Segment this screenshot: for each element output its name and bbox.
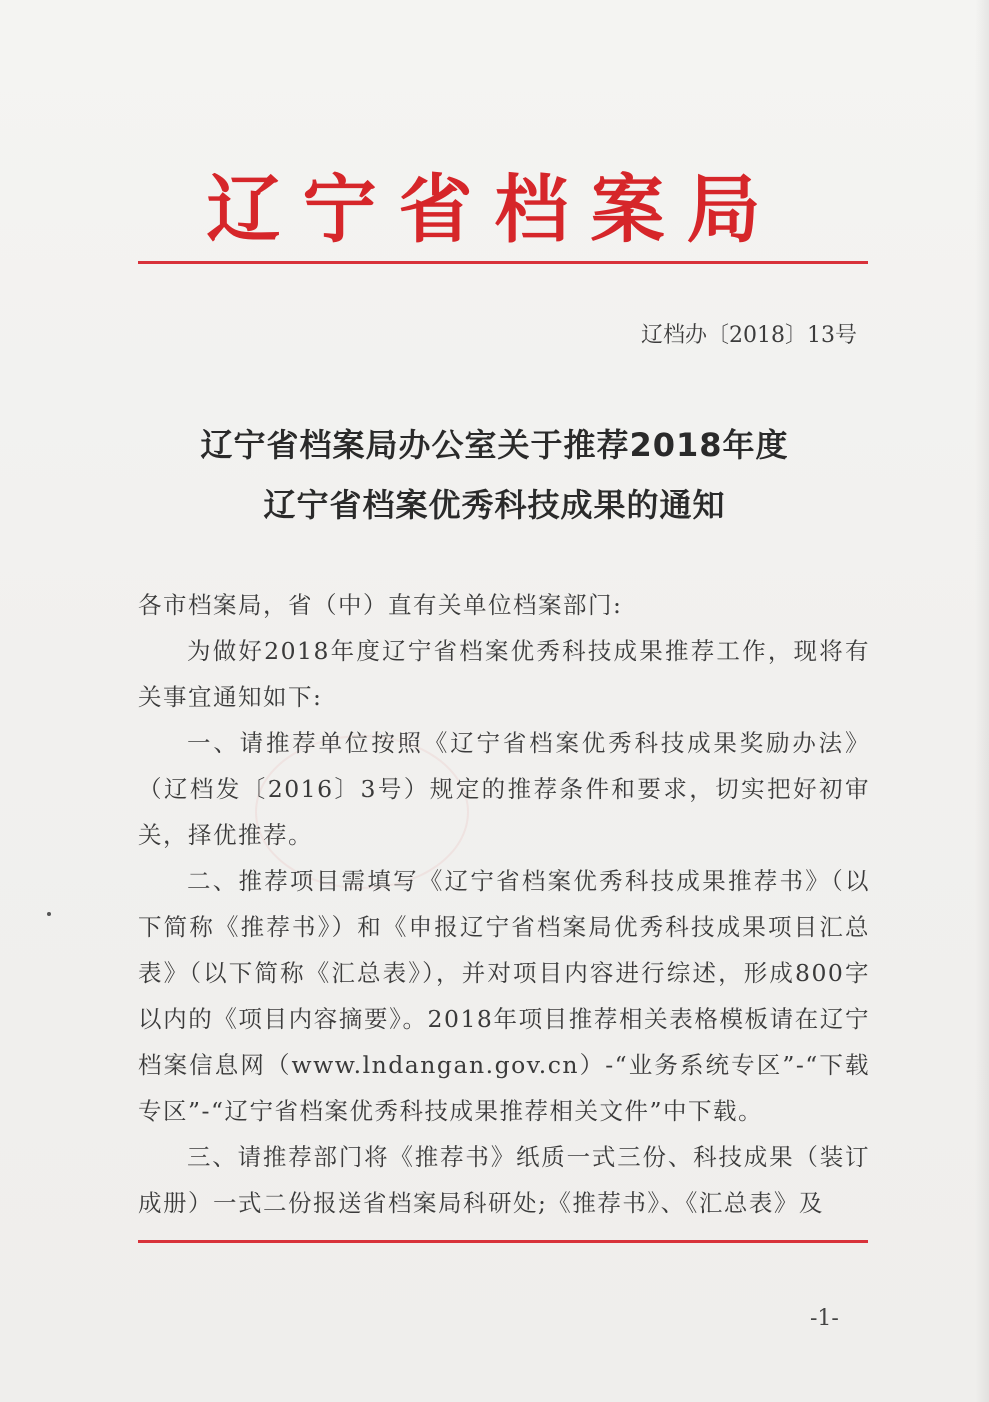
document-body — [138, 582, 870, 1226]
red-separator-bottom — [138, 1240, 868, 1243]
red-separator-top — [138, 261, 868, 264]
body-paragraph-2: 二、推荐项目需填写《辽宁省档案优秀科技成果推荐书》（以下简称《推荐书》）和《申报辽宁省档案局优秀科技成果项目汇总表》（以下简称《汇总表》），并对项目内容进行综述，形成800字以内的《项目内容摘要》。2018年项目推荐相关表格模板请在辽宁档案信息网（www.lndangan.gov.cn）-“业务系统专区”-“下载专区”-“辽宁省档案优秀科技成果推荐相关文件”中下载。 — [138, 867, 870, 1125]
document-title-line-2: 辽宁省档案优秀科技成果的通知 — [263, 486, 726, 524]
body-paragraph-1: 一、请推荐单位按照《辽宁省档案优秀科技成果奖励办法》（辽档发〔2016〕3号）规定的推荐条件和要求，切实把好初审关，择优推荐。 — [138, 729, 870, 849]
document-title-line-1: 辽宁省档案局办公室关于推荐2018年度 — [200, 426, 789, 464]
page-number: -1- — [810, 1306, 839, 1331]
document-number: 辽档办〔2018〕13号 — [641, 323, 857, 348]
body-paragraph-intro: 为做好2018年度辽宁省档案优秀科技成果推荐工作，现将有关事宜通知如下: — [138, 637, 870, 711]
body-paragraph-3: 三、请推荐部门将《推荐书》纸质一式三份、科技成果（装订成册）一式二份报送省档案局科研处;《推荐书》、《汇总表》及 — [138, 1143, 870, 1217]
agency-masthead: 辽宁省档案局 — [206, 167, 783, 253]
scan-speck — [47, 912, 51, 916]
salutation: 各市档案局，省（中）直有关单位档案部门: — [138, 591, 623, 619]
